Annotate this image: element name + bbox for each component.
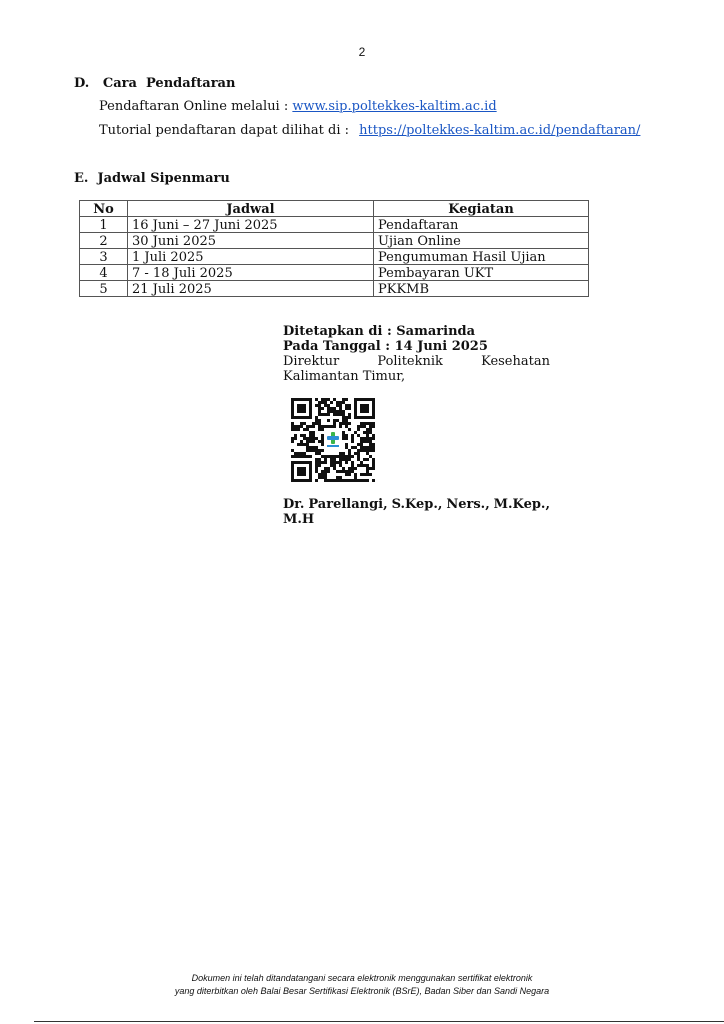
- signer-name-line2: M.H: [283, 512, 315, 527]
- header-jadwal: Jadwal: [128, 201, 374, 217]
- name-word: Ners.,: [446, 497, 490, 512]
- signature-block: [283, 324, 550, 384]
- cell-no: 4: [80, 265, 128, 281]
- signature-date: Pada Tanggal : 14 Juni 2025: [283, 339, 488, 354]
- section-e-title: E. Jadwal Sipenmaru: [74, 171, 230, 186]
- signer-name-line1: [283, 497, 550, 512]
- footer-disclaimer: [0, 972, 724, 998]
- cell-no: 3: [80, 249, 128, 265]
- cell-no: 5: [80, 281, 128, 297]
- cell-jadwal: 30 Juni 2025: [128, 233, 374, 249]
- logo-mark-blue: [327, 436, 339, 440]
- cell-kegiatan: PKKMB: [374, 281, 589, 297]
- name-word: Parellangi,: [308, 497, 388, 512]
- header-no: No: [80, 201, 128, 217]
- table-row: [80, 233, 589, 249]
- header-kegiatan: Kegiatan: [374, 201, 589, 217]
- cell-no: 1: [80, 217, 128, 233]
- cell-kegiatan: Pengumuman Hasil Ujian: [374, 249, 589, 265]
- signer-name-block: [283, 497, 550, 527]
- section-d-title: D. Cara Pendaftaran: [74, 76, 236, 91]
- table-header-row: [80, 201, 589, 217]
- online-registration-label: Pendaftaran Online melalui :: [99, 99, 293, 114]
- cell-jadwal: 1 Juli 2025: [128, 249, 374, 265]
- cell-kegiatan: Pendaftaran: [374, 217, 589, 233]
- name-word: Dr.: [283, 497, 305, 512]
- position-word: Kesehatan: [481, 354, 550, 369]
- table-row: [80, 249, 589, 265]
- qr-code-signature: [291, 398, 375, 482]
- signature-place: Ditetapkan di : Samarinda: [283, 324, 476, 339]
- name-word: S.Kep.,: [391, 497, 443, 512]
- table-row: [80, 281, 589, 297]
- position-word: Politeknik: [377, 354, 443, 369]
- online-registration-line: [99, 99, 497, 114]
- table-row: [80, 265, 589, 281]
- qr-center-logo: [324, 430, 342, 450]
- tutorial-line: [99, 123, 640, 138]
- footer-line1: Dokumen ini telah ditandatangani secara elektronik menggunakan sertifikat elektronik: [191, 973, 533, 983]
- footer-line2: yang diterbitkan oleh Balai Besar Sertifikasi Elektronik (BSrE), Badan Siber dan Sandi Negara: [174, 986, 550, 996]
- registration-link[interactable]: www.sip.poltekkes-kaltim.ac.id: [292, 99, 497, 114]
- page-number: 2: [358, 45, 366, 59]
- schedule-table: [79, 200, 589, 297]
- tutorial-link[interactable]: https://poltekkes-kaltim.ac.id/pendaftaran/: [359, 123, 641, 138]
- cell-jadwal: 7 - 18 Juli 2025: [128, 265, 374, 281]
- cell-jadwal: 16 Juni – 27 Juni 2025: [128, 217, 374, 233]
- cell-kegiatan: Ujian Online: [374, 233, 589, 249]
- table-row: [80, 217, 589, 233]
- footer-divider: [34, 1021, 724, 1022]
- signature-position-line2: Kalimantan Timur,: [283, 369, 406, 384]
- cell-jadwal: 21 Juli 2025: [128, 281, 374, 297]
- signature-position-line1: [283, 354, 550, 369]
- tutorial-label: Tutorial pendaftaran dapat dilihat di :: [99, 123, 354, 138]
- cell-no: 2: [80, 233, 128, 249]
- name-word: M.Kep.,: [493, 497, 550, 512]
- cell-kegiatan: Pembayaran UKT: [374, 265, 589, 281]
- position-word: Direktur: [283, 354, 340, 369]
